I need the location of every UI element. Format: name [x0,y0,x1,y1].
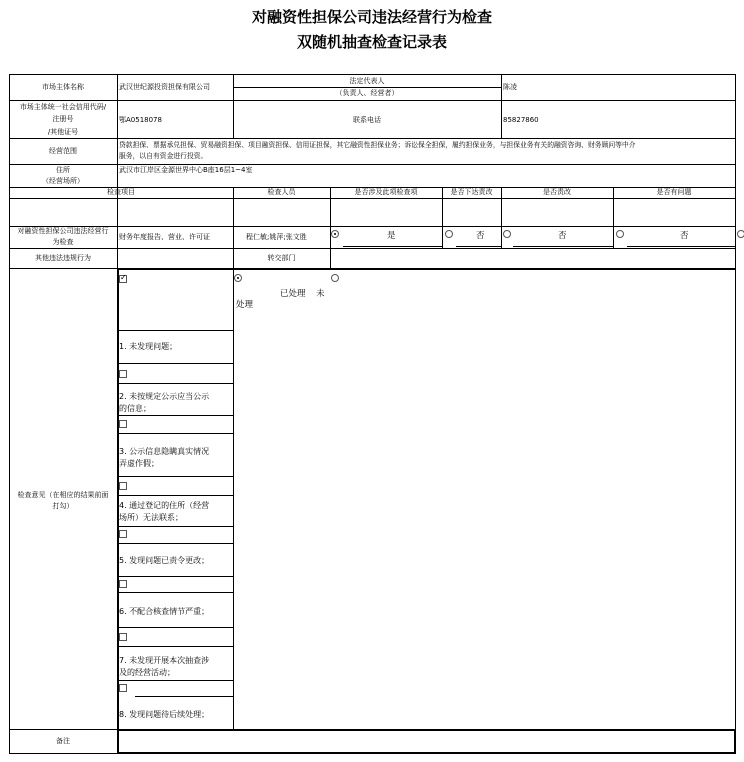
involved-yes-radio[interactable] [331,230,339,238]
rule [627,246,735,247]
label-opinion-2: 打勾） [52,502,74,510]
rule [117,592,233,593]
rule [117,646,233,647]
involved-no-label: 否 [476,231,485,241]
header-ordered: 是否下达责改 [450,188,493,196]
rule [117,752,736,754]
rule [734,729,736,754]
rule [735,74,736,753]
rule [117,415,233,416]
opinion-7-checkbox[interactable] [119,633,127,641]
label-transfer-dept: 转交部门 [267,254,296,262]
label-credit-code-3: /其他证号 [47,128,79,136]
rule [117,476,233,477]
rule [117,729,736,731]
handled-radio[interactable] [234,274,242,282]
rule [343,246,442,247]
opinion-8-checkbox[interactable] [119,684,127,692]
opinion-3-checkbox[interactable] [119,420,127,428]
rule [117,543,233,544]
rule [9,164,736,165]
rule [117,433,233,434]
rule [330,187,331,269]
label-address-sub: （经营场所） [42,177,84,185]
ordered-no-radio[interactable] [503,230,511,238]
label-credit-code: 市场主体统一社会信用代码/ [19,103,107,111]
label-address: 住所 [56,166,70,174]
label-opinion: 检查意见（在相应的结果前面 [17,491,109,499]
label-entity-name: 市场主体名称 [42,83,84,91]
opinion-5-label: 5. 发现问题已责令更改； [119,556,210,565]
title-line-1: 对融资性担保公司违法经营行为检查 [251,8,492,26]
header-inspector: 检查人员 [267,188,296,196]
not-handled-label: 未 [316,289,325,299]
rule [9,74,10,753]
handled-label: 已处理 [280,289,306,299]
rule [233,87,501,88]
header-corrected: 是否责改 [543,188,571,196]
label-remarks: 备注 [56,737,70,745]
rule [117,627,233,628]
opinion-2-label-2: 的信息； [119,404,151,413]
rule [117,526,233,527]
label-other-violations: 其他违法违规行为 [35,254,91,262]
opinion-2-checkbox[interactable] [119,370,127,378]
value-check-content: 财务年度报告、营业、许可证 [119,233,210,241]
rule [117,680,233,681]
label-legal-rep: 法定代表人 [349,77,385,85]
opinion-3-label-2: 弄虚作假； [119,459,159,468]
opinion-1-checkbox[interactable] [119,275,127,283]
label-item-name-2: 为检查 [52,238,74,246]
rule [117,363,233,364]
header-has-problem: 是否有问题 [656,188,692,196]
opinion-8-label: 8. 发现问题待后续处理； [119,710,210,719]
label-credit-code-2: 注册号 [52,115,74,123]
label-item-name: 对融资性担保公司违法经营行 [17,227,109,235]
rule [9,138,736,139]
value-legal-rep: 陈凌 [503,83,517,91]
opinion-7-label: 7. 未发现开展本次抽查涉 [119,656,210,665]
value-scope-cont: 服务，以自有资金进行投资。 [119,152,208,160]
involved-no-radio[interactable] [445,230,453,238]
rule [9,248,736,249]
label-scope: 经营范围 [49,147,77,155]
rule [501,74,502,138]
opinion-6-label: 6. 不配合核查情节严重； [119,607,210,616]
value-inspectors: 程仁敏;姚萍;张文胜 [246,233,307,241]
problem-radio[interactable] [737,230,744,238]
rule [456,246,501,247]
not-handled-radio[interactable] [331,274,339,282]
rule [9,226,736,227]
rule [117,330,233,331]
not-handled-label-2: 处理 [236,300,254,310]
rule [117,268,736,270]
opinion-3-label: 3. 公示信息隐瞒真实情况 [119,447,210,456]
opinion-2-label: 2. 未按规定公示应当公示 [119,392,210,401]
opinion-4-checkbox[interactable] [119,482,127,490]
rule [233,268,234,729]
rule [9,198,736,199]
rule [117,576,233,577]
rule [117,383,233,384]
opinion-4-label: 4. 通过登记的住所（经营 [119,501,210,510]
header-inspection-item: 检查项目 [107,188,135,196]
title-line-2: 双随机抽查检查记录表 [296,33,447,51]
rule [117,495,233,496]
involved-yes-label: 是 [387,231,396,241]
opinion-4-label-2: 场所）无法联系； [119,513,183,522]
rule [9,74,736,75]
rule [513,246,613,247]
label-phone: 联系电话 [353,116,381,124]
corrected-no-label: 否 [680,231,689,241]
header-involved: 是否涉及此项检查项 [354,188,418,196]
ordered-no-label: 否 [558,231,567,241]
rule [135,696,233,697]
value-address: 武汉市江岸区金源世界中心B座16层1~4室 [119,166,253,174]
rule [9,100,736,101]
opinion-7-label-2: 及的经营活动； [119,668,175,677]
check-mark-icon: ✓ [120,273,127,282]
opinion-6-checkbox[interactable] [119,580,127,588]
corrected-no-radio[interactable] [616,230,624,238]
value-scope: 贷款担保、票据承兑担保、贸易融资担保、项目融资担保、信用证担保，其它融资性担保业务；诉讼保全担保，履约担保业务，与担保业务有关的融资咨询、财务顾问等中介 [119,141,636,149]
value-phone: 85827860 [503,116,539,124]
value-reg-no: 鄂A0518078 [119,116,162,124]
label-legal-rep-sub: （负责人、经营者） [335,89,399,97]
value-entity-name: 武汉世纪源投资担保有限公司 [119,83,210,91]
opinion-5-checkbox[interactable] [119,530,127,538]
opinion-1-label: 1. 未发现问题； [119,342,178,351]
